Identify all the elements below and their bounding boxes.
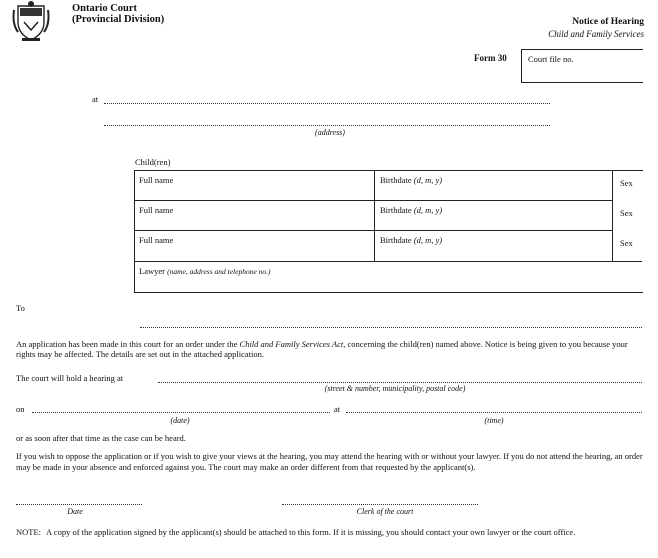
birthdate-format: (d, m, y)	[413, 235, 443, 245]
child-3-birthdate-field[interactable]	[380, 235, 442, 245]
hearing-time-field[interactable]	[346, 412, 642, 413]
on-label: on	[16, 404, 25, 414]
birthdate-label: Birthdate	[380, 235, 412, 245]
at-label: at	[92, 94, 99, 104]
court-location-field[interactable]	[104, 103, 550, 104]
note-text: A copy of the application signed by the applicant(s) should be attached to this form. If it is missing, you should contact your own lawyer or the court office.	[46, 527, 576, 537]
court-division: (Provincial Division)	[72, 14, 165, 25]
birthdate-label: Birthdate	[380, 205, 412, 215]
lawyer-field[interactable]	[139, 266, 271, 276]
notice-subtitle: Child and Family Services	[548, 29, 644, 39]
birthdate-format: (d, m, y)	[413, 205, 443, 215]
child-3-name-field[interactable]: Full name	[139, 235, 174, 245]
hearing-label: The court will hold a hearing at	[16, 373, 124, 383]
child-1-sex-field[interactable]: Sex	[620, 178, 633, 188]
birthdate-label: Birthdate	[380, 175, 412, 185]
to-label: To	[16, 303, 25, 313]
child-2-name-field[interactable]: Full name	[139, 205, 174, 215]
date-signature-field[interactable]	[16, 504, 142, 505]
as-soon-text: or as soon after that time as the case can be heard.	[16, 433, 186, 443]
children-label: Child(ren)	[135, 157, 171, 167]
clerk-signature-field[interactable]	[282, 504, 478, 505]
recipient-field[interactable]	[140, 327, 642, 328]
court-address-field[interactable]	[104, 125, 550, 126]
court-name: Ontario Court	[72, 3, 138, 14]
child-1-name-field[interactable]: Full name	[139, 175, 174, 185]
birthdate-format: (d, m, y)	[413, 175, 443, 185]
court-file-box[interactable]	[521, 49, 643, 83]
hearing-location-field[interactable]	[158, 382, 642, 383]
clerk-caption: Clerk of the court	[356, 507, 414, 516]
child-2-birthdate-field[interactable]	[380, 205, 442, 215]
child-3-sex-field[interactable]: Sex	[620, 238, 633, 248]
note-label: NOTE:	[16, 527, 42, 537]
application-paragraph: An application has been made in this court for an order under the Child and Family Services Act, concerning the child(ren) named above. Notice is being given to you because your rights may be affected. The details are set out in the attached application.	[16, 339, 628, 359]
child-1-birthdate-field[interactable]	[380, 175, 442, 185]
time-caption: (time)	[484, 416, 504, 425]
date-signature-caption: Date	[67, 507, 83, 516]
lawyer-label: Lawyer	[139, 266, 165, 276]
form-number: Form 30	[474, 53, 507, 63]
court-file-label: Court file no.	[528, 54, 574, 64]
date-caption: (date)	[170, 416, 190, 425]
child-2-sex-field[interactable]: Sex	[620, 208, 633, 218]
time-at-label: at	[334, 404, 341, 414]
address-caption: (address)	[315, 128, 345, 137]
lawyer-detail: (name, address and telephone no.)	[167, 267, 271, 276]
coat-of-arms-icon	[10, 0, 52, 42]
street-caption: (street & number, municipality, postal code)	[324, 384, 466, 393]
oppose-paragraph: If you wish to oppose the application or if you wish to give your views at the hearing, you may attend the hearing with or without your lawyer. If you do not attend the hearing, an order may be made in your absence and enforced against you. The court may make an order different from that requested by the applicant(s).	[16, 451, 643, 472]
hearing-date-field[interactable]	[32, 412, 330, 413]
notice-title: Notice of Hearing	[572, 17, 644, 27]
